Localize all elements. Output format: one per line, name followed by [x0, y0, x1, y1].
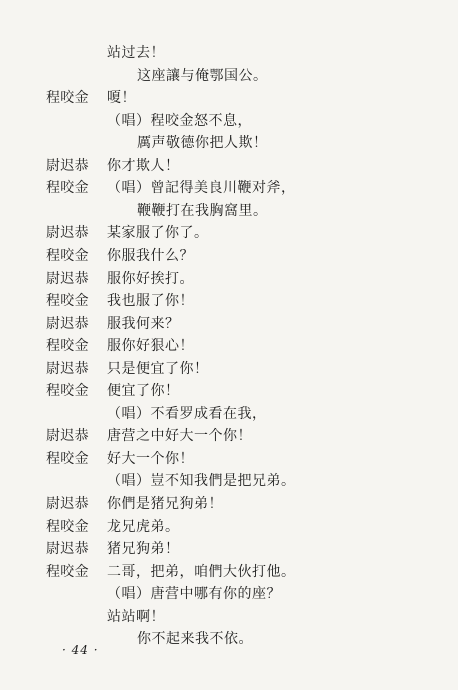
dialogue-line: （唱）程咬金怒不息，	[107, 112, 252, 129]
dialogue-line: 某家服了你了。	[107, 225, 209, 242]
dialogue-line: 我也服了你！	[107, 293, 194, 310]
dialogue-line: 你服我什么？	[107, 247, 194, 264]
speaker-name: 程咬金	[46, 383, 89, 400]
speaker-name: 程咬金	[46, 338, 89, 355]
dialogue-line: 服你好挨打。	[107, 270, 194, 287]
dialogue-line: 你們是猪兄狗弟！	[107, 496, 223, 512]
speaker-name: 尉迟恭	[46, 541, 89, 558]
speaker-name: 程咬金	[46, 293, 89, 310]
dialogue-line: 鞭鞭打在我胸窩里。	[137, 202, 268, 219]
speaker-name: 程咬金	[46, 90, 89, 107]
dialogue-line: （唱）不看罗成看在我，	[107, 405, 267, 422]
speaker-name: 程咬金	[46, 518, 89, 535]
speaker-name: 程咬金	[46, 247, 89, 264]
dialogue-line: 好大一个你！	[107, 450, 194, 467]
dialogue-line: 厲声敬德你把人欺！	[137, 135, 268, 152]
dialogue-line: 嗄！	[107, 90, 136, 107]
speaker-name: 尉迟恭	[46, 360, 89, 377]
dialogue-line: 你不起来我不依。	[137, 631, 253, 648]
speaker-name: 尉迟恭	[46, 315, 89, 332]
dialogue-line: （唱）唐营中哪有你的座？	[107, 586, 281, 603]
speaker-name: 程咬金	[46, 450, 89, 467]
speaker-name: 程咬金	[46, 180, 89, 197]
dialogue-line: 站站啊！	[107, 608, 165, 625]
speaker-name: 尉迟恭	[46, 157, 89, 174]
dialogue-line: 服你好狠心！	[107, 338, 194, 355]
dialogue-line: 服我何来？	[107, 315, 180, 332]
dialogue-line: 二哥，把弟，咱們大伙打他。	[107, 563, 296, 580]
dialogue-line: 猪兄狗弟！	[107, 541, 180, 558]
speaker-name: 尉迟恭	[46, 428, 89, 445]
dialogue-line: 这座讓与俺鄂国公。	[137, 67, 268, 84]
dialogue-line: （唱）曾記得美良川鞭对斧，	[107, 180, 296, 197]
speaker-name: 程咬金	[46, 563, 89, 580]
dialogue-line: 你才欺人！	[107, 157, 180, 174]
dialogue-line: 只是便宜了你！	[107, 360, 209, 377]
dialogue-line: （唱）豈不知我們是把兄弟。	[107, 473, 296, 490]
dialogue-line: 便宜了你！	[107, 383, 180, 400]
speaker-name: 尉迟恭	[46, 496, 89, 512]
dialogue-line: 唐营之中好大一个你！	[107, 428, 252, 445]
speaker-name: 尉迟恭	[46, 270, 89, 287]
speaker-name: 尉迟恭	[46, 225, 89, 242]
page-number: · 44 ·	[62, 643, 99, 657]
dialogue-line: 龙兄虎弟。	[107, 518, 180, 535]
dialogue-line: 站过去！	[107, 45, 165, 61]
